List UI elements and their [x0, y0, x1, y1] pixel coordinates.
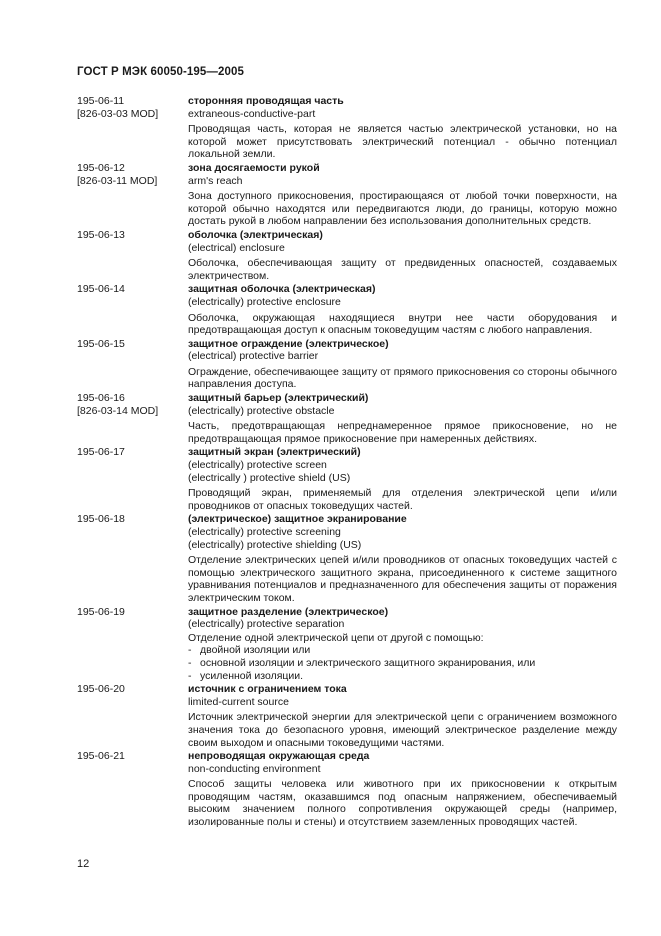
term-entry: [77, 392, 617, 445]
term-list: [77, 95, 617, 830]
term-definition: Проводящая часть, которая не является частью электрической установки, но на которой может присутствовать электрический потенциал - обычно потенциал локальной земли.: [188, 123, 617, 161]
term-russian: (электрическое) защитное экранирование: [188, 513, 407, 526]
term-russian: защитное разделение (электрическое): [188, 605, 389, 618]
list-dash: -: [188, 656, 192, 669]
term-russian: защитный барьер (электрический): [188, 392, 369, 405]
list-dash: -: [188, 669, 192, 682]
term-english: (electrically) protective screen: [188, 459, 327, 472]
term-entry: [77, 162, 617, 228]
term-number: 195-06-15: [77, 337, 125, 350]
term-definition: Способ защиты человека или животного при их прикосновении к открытым проводящим частям, оказавшимся под опасным напряжением, обеспечиваемый высоким значением полного сопротивления окружающей среды (например, изолированные полы и стены) и отсутствием заземленных проводящих частей.: [188, 778, 617, 829]
term-number: 195-06-11: [77, 95, 125, 107]
term-definition: Проводящий экран, применяемый для отделения электрической цепи и/или проводников от опасных токоведущих частей.: [188, 487, 617, 512]
term-reference: [826-03-11 MOD]: [77, 174, 158, 187]
term-entry: [77, 750, 617, 829]
term-number-column: [77, 446, 188, 512]
term-definition: Оболочка, окружающая находящиеся внутри нее части оборудования и предотвращающая доступ к опасным токоведущим частям с любого направления.: [188, 311, 617, 337]
term-english: (electrical) protective barrier: [188, 350, 319, 363]
term-russian: источник с ограничением тока: [188, 683, 347, 696]
term-body: [188, 513, 617, 604]
term-entry: [77, 338, 617, 391]
term-english: limited-current source: [188, 695, 289, 708]
term-reference: [826-03-03 MOD]: [77, 107, 159, 120]
definition-list-item: [188, 657, 617, 670]
list-item-text: основной изоляции и электрического защитного экранирования, или: [200, 656, 536, 669]
list-item-text: усиленной изоляции.: [200, 669, 304, 682]
term-body: [188, 229, 617, 282]
term-definition: Ограждение, обеспечивающее защиту от прямого прикосновения со стороны обычного направления доступа.: [188, 365, 617, 391]
term-russian: защитное ограждение (электрическое): [188, 337, 389, 350]
term-entry: [77, 283, 617, 336]
term-body: [188, 750, 617, 829]
term-number: 195-06-18: [77, 513, 125, 526]
term-entry: [77, 683, 617, 749]
term-russian: защитный экран (электрический): [188, 446, 361, 459]
term-number: 195-06-19: [77, 605, 125, 618]
term-definition: Часть, предотвращающая непреднамеренное прямое прикосновение, но не предотвращающая прямое прикосновение при намеренных действиях.: [188, 420, 617, 445]
term-number: 195-06-20: [77, 683, 125, 696]
term-english: (electrically) protective screening: [188, 526, 341, 538]
term-number: 195-06-12: [77, 161, 125, 174]
term-entry: [77, 446, 617, 512]
term-english: (electrically) protective enclosure: [188, 295, 341, 308]
term-body: [188, 162, 617, 228]
term-definition: Зона доступного прикосновения, простирающаяся от любой точки поверхности, на которой обычно находятся или передвигаются люди, до границы, которую можно достать рукой в любом направлении без использования дополнительных средств.: [188, 190, 617, 228]
definition-list-item: [188, 670, 617, 683]
term-entry: [77, 513, 617, 604]
term-body: [188, 95, 617, 161]
list-item-text: двойной изоляции или: [200, 644, 311, 657]
term-reference: [826-03-14 MOD]: [77, 404, 159, 417]
term-russian: оболочка (электрическая): [188, 228, 323, 241]
term-body: [188, 392, 617, 445]
term-definition: Оболочка, обеспечивающая защиту от предвиденных опасностей, создаваемых электричеством.: [188, 257, 617, 282]
term-number-column: [77, 513, 188, 604]
term-number-column: [77, 95, 188, 161]
term-body: [188, 683, 617, 749]
term-definition: Отделение электрических цепей и/или проводников от опасных токоведущих частей с помощью электрического защитного экрана, присоединенного к системе защитного уравнивания потенциалов и предназначенного для обеспечения защиты от поражения электрическим током.: [188, 554, 617, 604]
term-russian: зона досягаемости рукой: [188, 161, 320, 174]
term-number-column: [77, 229, 188, 282]
term-number: 195-06-16: [77, 392, 125, 405]
term-english: (electrically) protective shielding (US): [188, 538, 362, 551]
term-number-column: [77, 338, 188, 391]
document-header: ГОСТ Р МЭК 60050-195—2005: [77, 66, 244, 78]
term-number-column: [77, 283, 188, 336]
term-body: [188, 283, 617, 336]
term-entry: [77, 95, 617, 161]
term-english: (electrical) enclosure: [188, 241, 285, 254]
term-number: 195-06-14: [77, 283, 125, 296]
term-english: (electrically) protective obstacle: [188, 404, 335, 417]
term-english: extraneous-conductive-part: [188, 107, 316, 120]
term-number-column: [77, 683, 188, 749]
term-number: 195-06-17: [77, 446, 125, 459]
term-russian: непроводящая окружающая среда: [188, 750, 370, 763]
term-number-column: [77, 750, 188, 829]
term-number-column: [77, 606, 188, 683]
page-number: 12: [77, 858, 90, 870]
term-definition: Источник электрической энергии для электрической цепи с ограничением возможного значения тока до безопасного уровня, имеющий электрическое разделение между своим выходом и опасными токоведущими частями.: [188, 711, 617, 749]
definition-list-item: [188, 644, 617, 657]
term-definition: Отделение одной электрической цепи от другой с помощью:: [188, 631, 484, 644]
term-english: arm's reach: [188, 174, 243, 187]
term-number: 195-06-13: [77, 228, 125, 241]
term-body: [188, 446, 617, 512]
term-english: (electrically ) protective shield (US): [188, 471, 351, 484]
term-body: [188, 606, 617, 683]
term-entry: [77, 229, 617, 282]
term-english: non-conducting environment: [188, 762, 321, 775]
term-russian: сторонняя проводящая часть: [188, 95, 344, 107]
list-dash: -: [188, 644, 192, 657]
term-number-column: [77, 392, 188, 445]
term-entry: [77, 606, 617, 683]
term-english: (electrically) protective separation: [188, 618, 345, 631]
term-body: [188, 338, 617, 391]
term-number: 195-06-21: [77, 750, 125, 763]
term-russian: защитная оболочка (электрическая): [188, 283, 376, 296]
term-number-column: [77, 162, 188, 228]
